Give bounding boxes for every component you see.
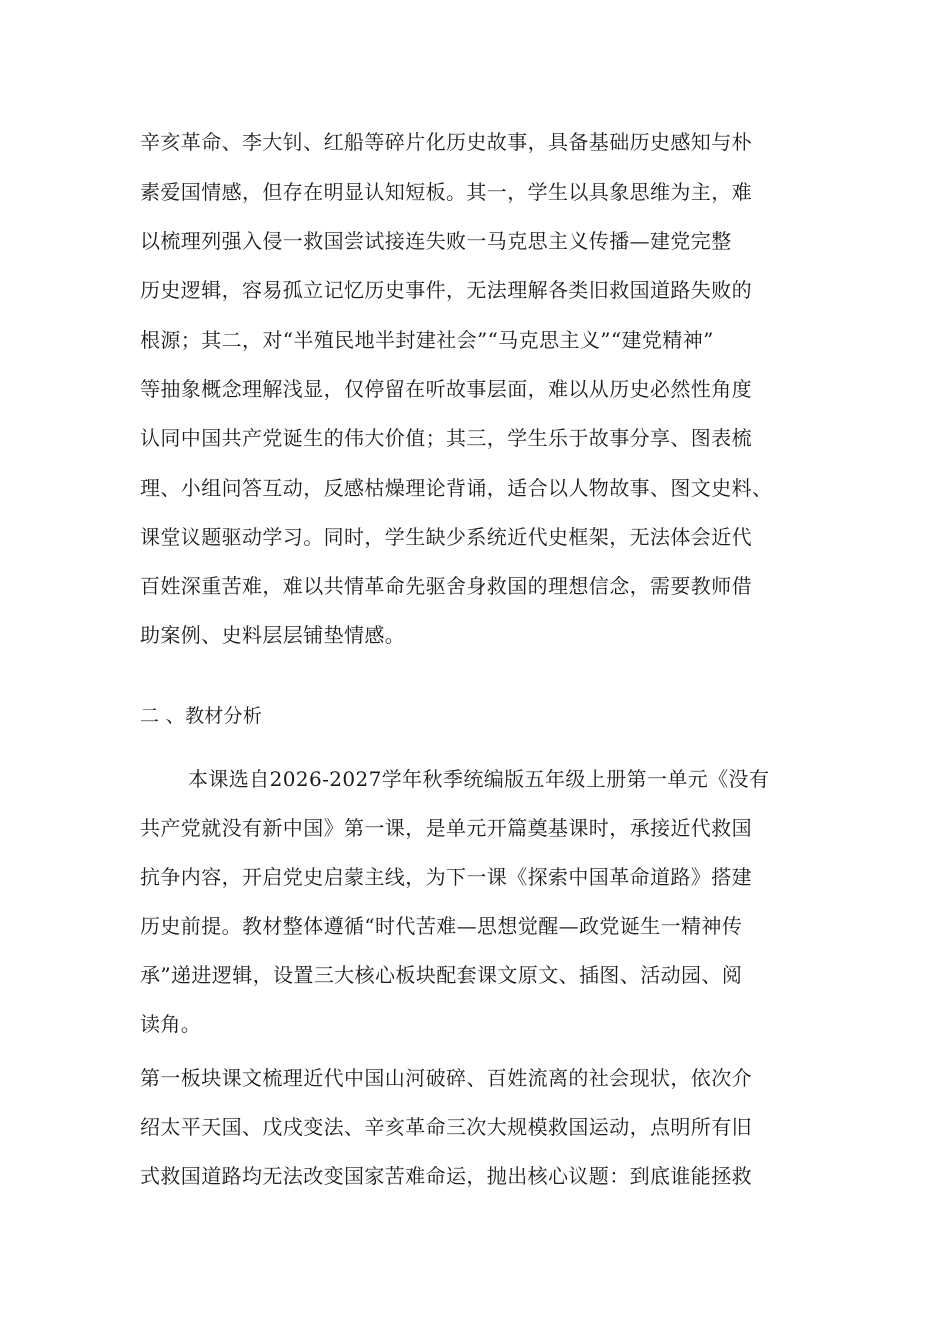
text-line: 课堂议题驱动学习。同时，学生缺少系统近代史框架，无法体会近代 [140, 525, 752, 549]
text-line: 绍太平天国、戊戌变法、辛亥革命三次大规模救国运动，点明所有旧 [140, 1115, 752, 1139]
section-heading: 二 、教材分析 [140, 705, 263, 727]
text-line: 理、小组问答互动，反感枯燥理论背诵，适合以人物故事、图文史料、 [140, 476, 773, 500]
text-line: 第一板块课文梳理近代中国山河破碎、百姓流离的社会现状，依次介 [140, 1066, 752, 1090]
text-line: 辛亥革命、李大钊、红船等碎片化历史故事，具备基础历史感知与朴 [140, 130, 752, 154]
text-line: 读角。 [140, 1012, 202, 1036]
text-line: 助案例、史料层层铺垫情感。 [140, 623, 406, 647]
text-line: 素爱国情感，但存在明显认知短板。其一，学生以具象思维为主，难 [140, 180, 752, 204]
text-line: 以梳理列强入侵一救国尝试接连失败一马克思主义传播—建党完整 [140, 229, 732, 253]
text-line: 共产党就没有新中国》第一课，是单元开篇奠基课时，承接近代救国 [140, 816, 752, 840]
text-line: 认同中国共产党诞生的伟大价值；其三，学生乐于故事分享、图表梳 [140, 426, 752, 450]
text-line: 历史前提。教材整体遵循“时代苦难—思想觉醒—政党诞生一精神传 [140, 914, 743, 938]
text-line: 等抽象概念理解浅显，仅停留在听故事层面，难以从历史必然性角度 [140, 377, 752, 401]
text-line: 承”递进逻辑，设置三大核心板块配套课文原文、插图、活动园、阅 [140, 963, 743, 987]
text-line: 本课选自2026-2027学年秋季统编版五年级上册第一单元《没有 [188, 767, 770, 791]
text-line: 历史逻辑，容易孤立记忆历史事件，无法理解各类旧救国道路失败的 [140, 278, 752, 302]
text-line: 式救国道路均无法改变国家苦难命运，抛出核心议题：到底谁能拯救 [140, 1164, 752, 1188]
text-line: 抗争内容，开启党史启蒙主线，为下一课《探索中国革命道路》搭建 [140, 865, 752, 889]
text-line: 根源；其二，对“半殖民地半封建社会”“马克思主义”“建党精神” [140, 328, 714, 352]
text-line: 百姓深重苦难，难以共情革命先驱舍身救国的理想信念，需要教师借 [140, 574, 752, 598]
